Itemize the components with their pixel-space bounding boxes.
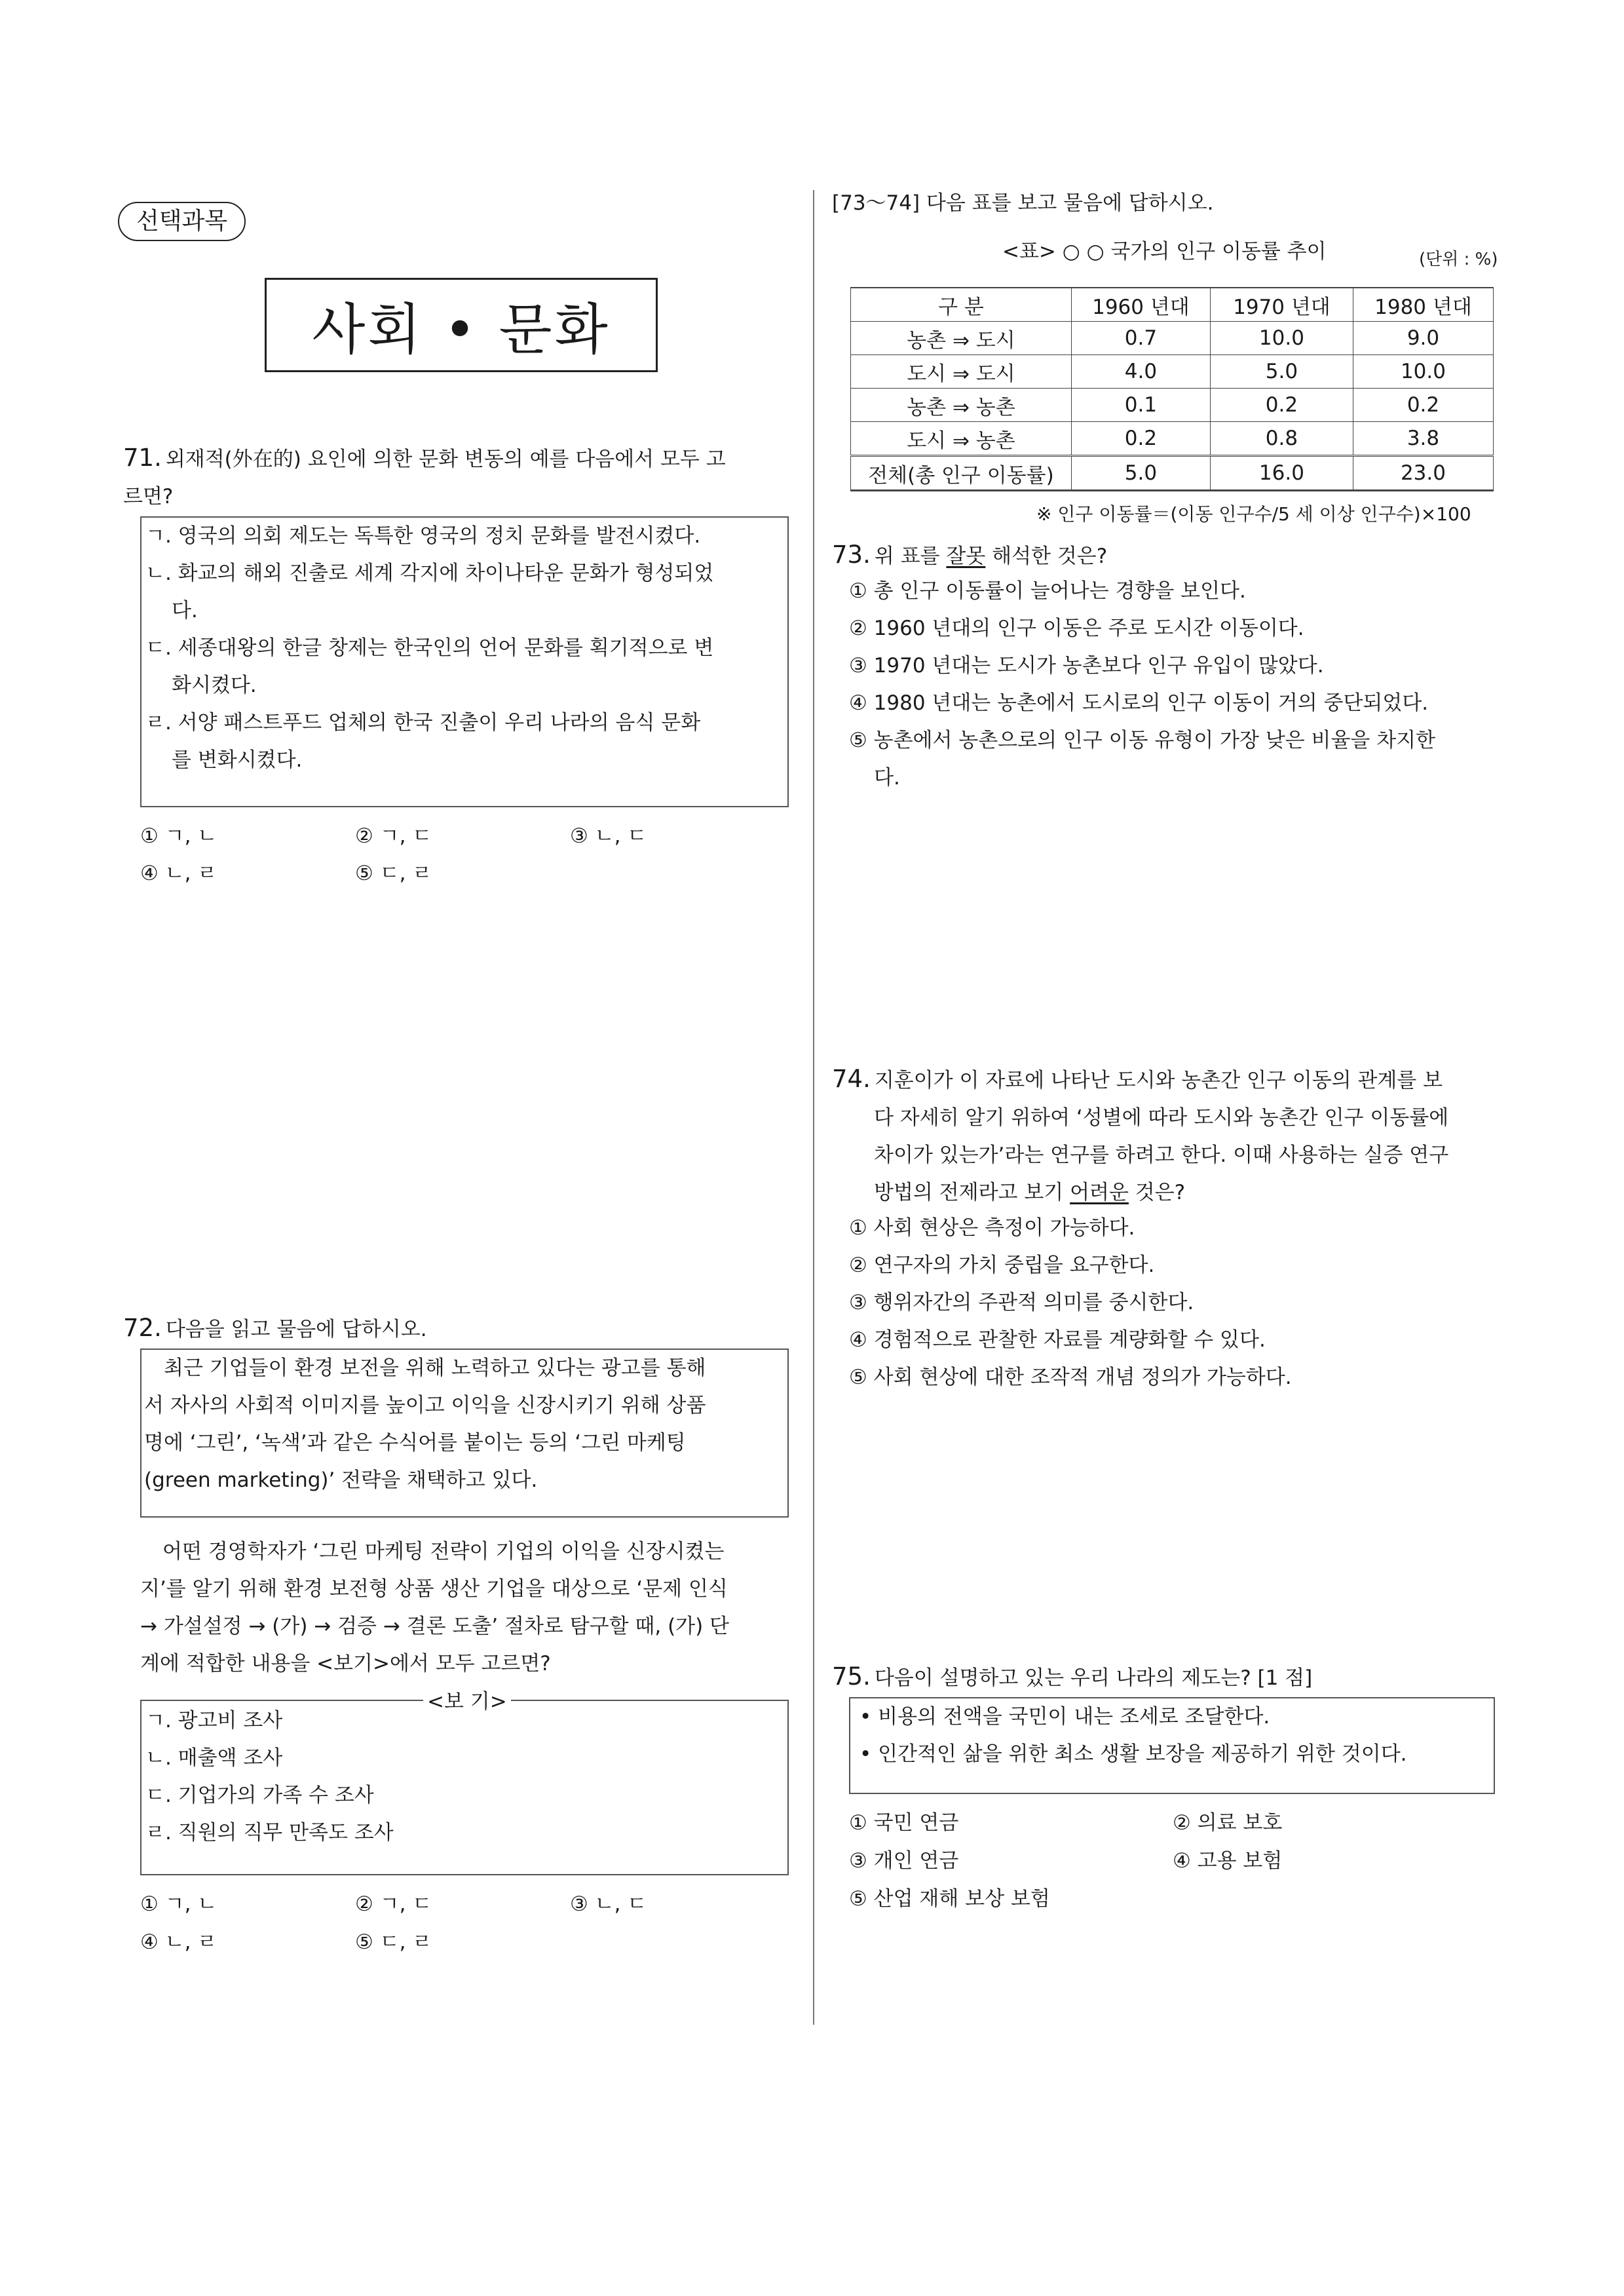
passage-line: 명에 ‘그린’, ‘녹색’과 같은 수식어를 붙이는 등의 ‘그린 마케팅 <box>144 1431 686 1455</box>
answer-choice[interactable]: ③ ㄴ, ㄷ <box>570 1892 647 1916</box>
table-cell: 5.0 <box>1210 355 1353 389</box>
statement-item: ㄴ. 화교의 해외 진출로 세계 각지에 차이나타운 문화가 형성되었 <box>145 562 714 585</box>
statement-item: ㄱ. 영국의 의회 제도는 독특한 영국의 정치 문화를 발전시켰다. <box>145 524 701 548</box>
q74-choices <box>849 1210 1292 1396</box>
bogi-item: ㄴ. 매출액 조사 <box>145 1746 283 1770</box>
statement-item: ㄷ. 세종대왕의 한글 창제는 한국인의 언어 문화를 획기적으로 변 <box>145 636 714 660</box>
table-cell: 3.8 <box>1353 422 1493 456</box>
answer-choice[interactable]: ② 연구자의 가치 중립을 요구한다. <box>849 1253 1155 1277</box>
table-row <box>851 355 1494 389</box>
table-cell: 4.0 <box>1071 355 1210 389</box>
answer-choice[interactable]: ① 총 인구 이동률이 늘어나는 경향을 보인다. <box>849 579 1246 603</box>
elective-subject-label: 선택과목 <box>118 202 246 241</box>
table-cell: 10.0 <box>1353 355 1493 389</box>
table-header-row <box>851 288 1494 322</box>
passage-line: 최근 기업들이 환경 보전을 위해 노력하고 있다는 광고를 통해 <box>164 1356 706 1380</box>
answer-choice[interactable]: ④ 경험적으로 관찰한 자료를 계량화할 수 있다. <box>849 1328 1266 1352</box>
answer-choice[interactable]: ④ ㄴ, ㄹ <box>140 862 217 885</box>
answer-choice[interactable]: ⑤ 농촌에서 농촌으로의 인구 이동 유형이 가장 낮은 비율을 차지한 <box>849 729 1436 752</box>
table-cell: 0.8 <box>1210 422 1353 456</box>
statement-item: 다. <box>172 599 198 622</box>
answer-choice[interactable]: ⑤ ㄷ, ㄹ <box>355 862 432 885</box>
q71-statement-box <box>140 516 789 807</box>
bogi-item: ㄹ. 직원의 직무 만족도 조사 <box>145 1821 394 1845</box>
question-75 <box>832 1658 1312 1697</box>
answer-choice[interactable]: ④ ㄴ, ㄹ <box>140 1930 217 1954</box>
question-stem: 다 자세히 알기 위하여 ‘성별에 따라 도시와 농촌간 인구 이동률에 <box>874 1106 1449 1130</box>
question-stem-before: 방법의 전제라고 보기 <box>874 1181 1070 1204</box>
question-number: 75. <box>832 1662 871 1691</box>
question-number: 73. <box>832 541 871 569</box>
question-line: 계에 적합한 내용을 <보기>에서 모두 고르면? <box>140 1652 551 1675</box>
question-71 <box>123 439 804 516</box>
passage-line: (green marketing)’ 전략을 채택하고 있다. <box>144 1468 538 1492</box>
table-cell: 0.1 <box>1071 389 1210 422</box>
answer-choice[interactable]: ② 1960 년대의 인구 이동은 주로 도시간 이동이다. <box>849 617 1304 640</box>
table-header-cell: 1980 년대 <box>1353 288 1493 322</box>
question-stem: 지훈이가 이 자료에 나타난 도시와 농촌간 인구 이동의 관계를 보 <box>874 1069 1443 1092</box>
question-number: 72. <box>123 1314 162 1342</box>
table-cell: 23.0 <box>1353 456 1493 491</box>
question-stem: 다음을 읽고 물음에 답하시오. <box>165 1318 427 1341</box>
question-73 <box>832 536 1107 575</box>
answer-choice-continuation: 다. <box>874 766 900 790</box>
subject-title: 사회 • 문화 <box>312 297 611 362</box>
question-stem-after: 해석한 것은? <box>985 545 1108 568</box>
population-mobility-table <box>850 287 1494 491</box>
question-stem-underlined: 어려운 <box>1070 1181 1129 1204</box>
question-number: 74. <box>832 1065 871 1093</box>
answer-choice[interactable]: ① 국민 연금 <box>849 1811 959 1835</box>
bogi-item: ㄷ. 기업가의 가족 수 조사 <box>145 1784 374 1807</box>
question-stem-before: 위 표를 <box>874 545 947 568</box>
table-cell: 농촌 ⇒ 농촌 <box>851 389 1072 422</box>
passage-line: 서 자사의 사회적 이미지를 높이고 이익을 신장시키기 위해 상품 <box>144 1394 706 1417</box>
table-cell: 16.0 <box>1210 456 1353 491</box>
answer-choice[interactable]: ③ 1970 년대는 도시가 농촌보다 인구 유입이 많았다. <box>849 654 1324 678</box>
answer-choice[interactable]: ② 의료 보호 <box>1173 1811 1283 1835</box>
table-cell: 도시 ⇒ 농촌 <box>851 422 1072 456</box>
question-74 <box>832 1060 1448 1212</box>
question-stem: 르면? <box>123 485 174 508</box>
q75-description-box <box>849 1697 1495 1794</box>
statement-item: ㄹ. 서양 패스트푸드 업체의 한국 진출이 우리 나라의 음식 문화 <box>145 711 701 735</box>
answer-choice[interactable]: ③ 행위자간의 주관적 의미를 중시한다. <box>849 1291 1194 1314</box>
question-72 <box>123 1309 427 1349</box>
table-cell: 0.2 <box>1353 389 1493 422</box>
table-row <box>851 389 1494 422</box>
answer-choice[interactable]: ① ㄱ, ㄴ <box>140 824 217 848</box>
table-cell: 10.0 <box>1210 322 1353 355</box>
question-stem: 외재적(外在的) 요인에 의한 문화 변동의 예를 다음에서 모두 고 <box>165 448 726 471</box>
table-cell: 5.0 <box>1071 456 1210 491</box>
question-line: 지’를 알기 위해 환경 보전형 상품 생산 기업을 대상으로 ‘문제 인식 <box>140 1577 728 1601</box>
table-header-cell: 1970 년대 <box>1210 288 1353 322</box>
answer-choice[interactable]: ② ㄱ, ㄷ <box>355 824 432 848</box>
q72-passage-box <box>140 1349 789 1518</box>
statement-item: 를 변화시켰다. <box>172 748 303 772</box>
answer-choice[interactable]: ⑤ 산업 재해 보상 보험 <box>849 1887 1050 1911</box>
answer-choice[interactable]: ⑤ ㄷ, ㄹ <box>355 1930 432 1954</box>
answer-choice[interactable]: ① 사회 현상은 측정이 가능하다. <box>849 1216 1135 1240</box>
answer-choice[interactable]: ⑤ 사회 현상에 대한 조작적 개념 정의가 가능하다. <box>849 1366 1292 1389</box>
table-cell: 도시 ⇒ 도시 <box>851 355 1072 389</box>
answer-choice[interactable]: ③ ㄴ, ㄷ <box>570 824 647 848</box>
q73-choices <box>849 573 1435 797</box>
statement-item: 화시켰다. <box>172 674 257 697</box>
question-stem-underlined: 잘못 <box>946 545 986 568</box>
table-cell: 9.0 <box>1353 322 1493 355</box>
question-line: 어떤 경영학자가 ‘그린 마케팅 전략이 기업의 이익을 신장시켰는 <box>162 1540 725 1563</box>
table-cell: 농촌 ⇒ 도시 <box>851 322 1072 355</box>
answer-choice[interactable]: ① ㄱ, ㄴ <box>140 1892 217 1916</box>
table-caption: <표> ○ ○ 국가의 인구 이동률 추이 <box>1002 240 1327 263</box>
table-cell: 0.7 <box>1071 322 1210 355</box>
answer-choice[interactable]: ④ 1980 년대는 농촌에서 도시로의 인구 이동이 거의 중단되었다. <box>849 691 1429 715</box>
q72-question-text <box>140 1533 729 1683</box>
question-stem: 차이가 있는가’라는 연구를 하려고 한다. 이때 사용하는 실증 연구 <box>874 1143 1449 1167</box>
question-number: 71. <box>123 444 162 472</box>
question-stem: 다음이 설명하고 있는 우리 나라의 제도는? [1 점] <box>874 1666 1313 1690</box>
answer-choice[interactable]: ④ 고용 보험 <box>1173 1849 1283 1873</box>
bogi-box <box>140 1690 789 1875</box>
table-header-cell: 구 분 <box>851 288 1072 322</box>
bogi-label: <보 기> <box>423 1685 511 1718</box>
subject-title-box <box>265 278 658 372</box>
table-row <box>851 322 1494 355</box>
table-row <box>851 422 1494 456</box>
description-item: • 비용의 전액을 국민이 내는 조세로 조달한다. <box>859 1705 1270 1729</box>
table-header-cell: 1960 년대 <box>1071 288 1210 322</box>
question-line: → 가설설정 → (가) → 검증 → 결론 도출’ 절차로 탐구할 때, (가) 단 <box>140 1615 730 1638</box>
table-footnote: ※ 인구 이동률＝(이동 인구수/5 세 이상 인구수)×100 <box>1036 503 1471 525</box>
table-total-row <box>851 456 1494 491</box>
q73-74-intro: [73～74] 다음 표를 보고 물음에 답하시오. <box>832 191 1214 215</box>
question-stem-after: 것은? <box>1128 1181 1186 1204</box>
table-cell: 0.2 <box>1210 389 1353 422</box>
table-cell: 0.2 <box>1071 422 1210 456</box>
answer-choice[interactable]: ② ㄱ, ㄷ <box>355 1892 432 1916</box>
table-cell: 전체(총 인구 이동률) <box>851 456 1072 491</box>
table-unit: (단위 : %) <box>1419 250 1498 269</box>
description-item: • 인간적인 삶을 위한 최소 생활 보장을 제공하기 위한 것이다. <box>859 1742 1407 1766</box>
answer-choice[interactable]: ③ 개인 연금 <box>849 1849 959 1873</box>
bogi-item: ㄱ. 광고비 조사 <box>145 1709 283 1732</box>
column-divider <box>813 190 814 2025</box>
